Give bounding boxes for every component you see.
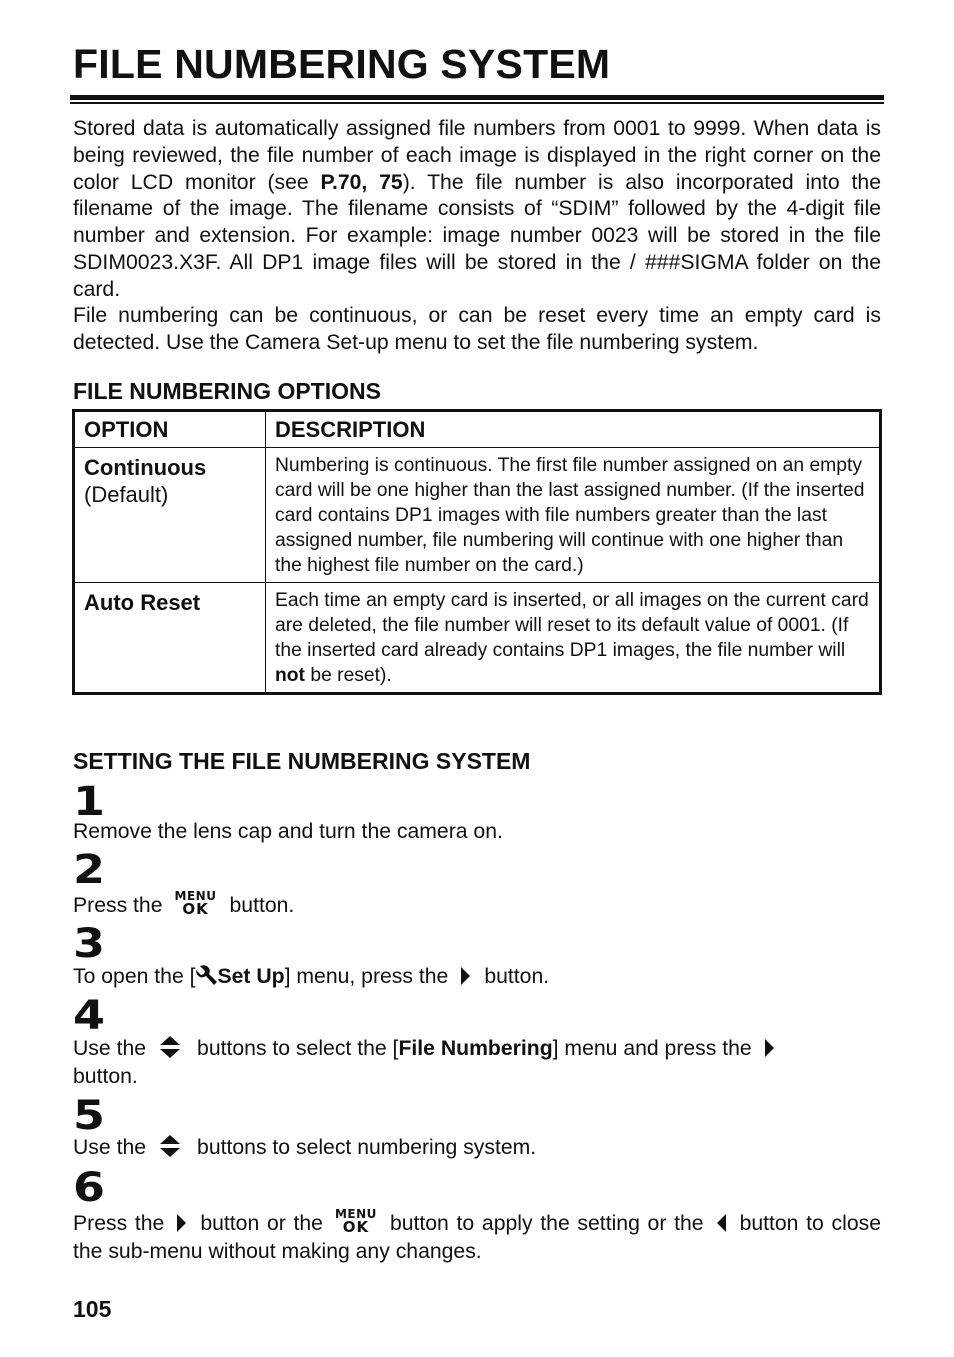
step-number: 4 xyxy=(73,993,104,1039)
step-text: Press the MENU OK button. xyxy=(73,889,295,918)
options-heading: FILE NUMBERING OPTIONS xyxy=(73,378,381,404)
option-name: Continuous xyxy=(84,455,207,480)
intro-paragraph-1: Stored data is automatically assigned file numbers from 0001 to 9999. When data is being reviewed, the file number of each image is displayed in the right corner on the color LCD monitor (see P.70, 75). The file number is also incorporated into the filename of the image. The filename consists of “SDIM” followed by the 4-digit file number and extension. For example: image number 0023 will be stored in the file SDIM0023.X3F. All DP1 image files will be stored in the / ###SIGMA folder on the card. xyxy=(73,117,881,301)
step-number: 5 xyxy=(73,1093,104,1139)
step-text: Press the button or the MENU OK button to apply the setting or the button to close the sub-menu without making any changes. xyxy=(73,1207,882,1263)
option-name: Auto Reset xyxy=(84,590,201,615)
option-cell xyxy=(74,583,266,694)
description-cell: Each time an empty card is inserted, or all images on the current card are deleted, the file number will reset to its default value of 0001. (If the inserted card already contains DP1 images, the file number will not be reset). xyxy=(266,583,881,694)
table-header-row xyxy=(74,411,881,448)
step-number: 2 xyxy=(73,847,104,893)
menu-ok-icon: MENU OK xyxy=(174,889,217,918)
title-rule-thin xyxy=(70,102,884,104)
up-down-icon xyxy=(158,1035,182,1059)
header-description: DESCRIPTION xyxy=(266,411,881,448)
table-row xyxy=(74,583,881,694)
description-cell: Numbering is continuous. The first file number assigned on an empty card will be one higher than the last assigned number. (If the inserted card contains DP1 images with file numbers greater than the last assigned number, file numbering will continue with one higher than the highest file number on the card.) xyxy=(266,448,881,583)
up-down-icon xyxy=(158,1134,182,1158)
step-text: Use the buttons to select numbering system. xyxy=(73,1136,537,1159)
page-reference: P.70, 75 xyxy=(320,170,403,194)
menu-ok-icon: MENU OK xyxy=(334,1207,377,1236)
right-arrow-icon xyxy=(461,967,470,985)
step-text: To open the [ Set Up] menu, press the button. xyxy=(73,965,550,988)
page-number: 105 xyxy=(73,1296,112,1322)
right-arrow-icon xyxy=(177,1214,186,1232)
table-row xyxy=(74,448,881,583)
page-title: FILE NUMBERING SYSTEM xyxy=(73,41,611,87)
header-option: OPTION xyxy=(74,411,266,448)
step-text: Remove the lens cap and turn the camera on. xyxy=(73,820,503,843)
step-text: Use the buttons to select the [File Numbering] menu and press the button. xyxy=(73,1035,881,1091)
wrench-icon xyxy=(196,964,218,986)
step-number: 1 xyxy=(73,779,104,825)
step-number: 6 xyxy=(73,1165,104,1211)
left-arrow-icon xyxy=(717,1214,726,1232)
title-rule-thick xyxy=(70,95,884,100)
options-table xyxy=(72,409,882,695)
intro-paragraph-2: File numbering can be continuous, or can be reset every time an empty card is detected. Use the Camera Set-up menu to set the file numbering system. xyxy=(73,304,881,354)
option-cell xyxy=(74,448,266,583)
step-number: 3 xyxy=(73,921,104,967)
emphasis-not: not xyxy=(275,665,305,686)
right-arrow-icon xyxy=(765,1039,774,1057)
option-note: (Default) xyxy=(84,482,169,507)
setting-heading: SETTING THE FILE NUMBERING SYSTEM xyxy=(73,748,531,774)
